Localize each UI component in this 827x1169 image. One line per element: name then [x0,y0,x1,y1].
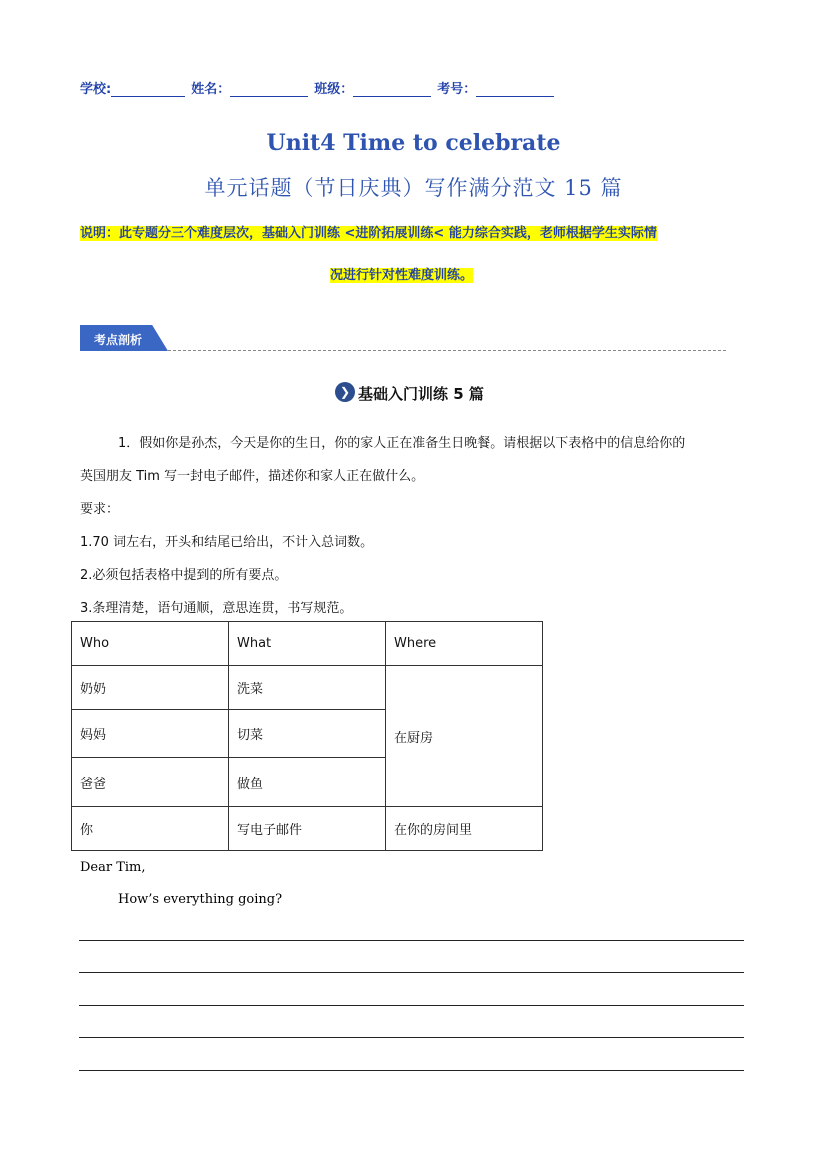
letter-opening: How’s everything going? [118,892,283,907]
writing-line [79,940,744,941]
table-cell: 爸爸 [72,758,229,807]
requirement-3: 3.条理清楚，语句通顺，意思连贯，书写规范。 [80,601,353,616]
section-title: 基础入门训练 5 篇 [358,385,484,403]
table-cell-merged: 在厨房 [386,666,543,807]
table-row [72,807,543,851]
school-blank [111,82,185,97]
writing-line [79,1037,744,1038]
requirement-2: 2.必须包括表格中提到的所有要点。 [80,568,288,583]
letter-greeting: Dear Tim, [80,860,146,875]
name-label: 姓名： [191,82,231,97]
student-info-line [80,78,560,97]
requirements-title: 要求： [80,502,120,517]
table-header-cell: Where [386,622,543,666]
table-header-row [72,622,543,666]
section-bullet-icon: ❯ [335,382,355,402]
class-label: 班级： [314,82,354,97]
school-label: 学校: [80,82,112,97]
exam-no-label: 考号： [437,82,477,97]
writing-line [79,1070,744,1071]
table-cell: 你 [72,807,229,851]
table-cell: 做鱼 [229,758,386,807]
table-cell: 在你的房间里 [386,807,543,851]
table-cell: 切菜 [229,710,386,758]
instruction-note-line2 [330,264,473,283]
table-cell: 写电子邮件 [229,807,386,851]
note-text-1: 说明：此专题分三个难度层次，基础入门训练 <进阶拓展训练< 能力综合实践，老师根据学生实际情 [80,226,657,241]
note-text-2: 况进行针对性难度训练。 [330,268,474,283]
section-tab-label: 考点剖析 [94,333,143,347]
question-line-2: 英国朋友 Tim 写一封电子邮件，描述你和家人正在做什么。 [80,469,425,484]
table-cell: 妈妈 [72,710,229,758]
table-header-cell: Who [72,622,229,666]
info-table [71,621,543,851]
writing-line [79,1005,744,1006]
dashed-divider [168,350,726,351]
table-cell: 奶奶 [72,666,229,710]
table-header-cell: What [229,622,386,666]
writing-line [79,972,744,973]
page-title: Unit4 Time to celebrate [266,130,561,156]
question-line-1: 1．假如你是孙杰，今天是你的生日，你的家人正在准备生日晚餐。请根据以下表格中的信息给你的 [118,436,686,451]
requirement-1: 1.70 词左右，开头和结尾已给出，不计入总词数。 [80,535,374,550]
table-row [72,666,543,710]
name-blank [230,82,308,97]
class-blank [353,82,431,97]
instruction-note-line1 [80,222,746,241]
table-cell: 洗菜 [229,666,386,710]
page-subtitle: 单元话题（节日庆典）写作满分范文 15 篇 [204,176,623,200]
exam-no-blank [476,82,554,97]
